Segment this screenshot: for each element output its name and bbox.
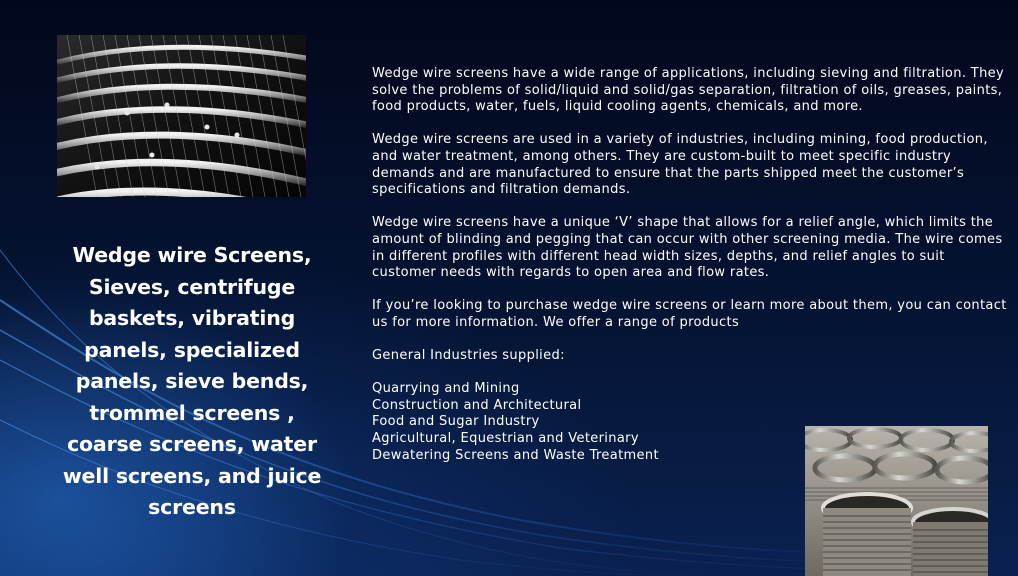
headline: Wedge wire Screens, Sieves, centrifuge baskets, vibrating panels, specialized panels, sieve bends, trommel screens , coarse screens, water well screens, and juice screens bbox=[62, 243, 322, 519]
paragraph-industries-used: Wedge wire screens are used in a variety of industries, including mining, food production, and water treatment, among others. They are custom-built to meet specific industry demands and are manufactured to ensure that the parts shipped meet the customer’s specifications and filtration demands. bbox=[372, 132, 988, 198]
list-item: Quarrying and Mining bbox=[372, 381, 520, 397]
list-item: Dewatering Screens and Waste Treatment bbox=[372, 447, 659, 463]
list-item: Agricultural, Equestrian and Veterinary bbox=[372, 431, 639, 447]
paragraph-contact: If you’re looking to purchase wedge wire screens or learn more about them, you can contact us for more information. We offer a range of products bbox=[372, 298, 1007, 330]
list-item: Construction and Architectural bbox=[372, 397, 582, 413]
paragraph-applications: Wedge wire screens have a wide range of applications, including sieving and filtration. They solve the problems of solid/liquid and solid/gas separation, filtration of oils, greases, paints, food products, water, fuels, liquid cooling agents, chemicals, and more. bbox=[372, 66, 1005, 115]
body-text bbox=[372, 66, 1008, 464]
wedge-wire-screen-photo bbox=[57, 35, 306, 197]
list-item: Food and Sugar Industry bbox=[372, 414, 540, 430]
paragraph-v-shape: Wedge wire screens have a unique ‘V’ shape that allows for a relief angle, which limits the amount of blinding and pegging that can occur with other screening media. The wire comes in different profiles with different head width sizes, depths, and relief angles to suit customer needs with regards to open area and flow rates. bbox=[372, 215, 1003, 281]
cylindrical-screens-photo bbox=[805, 426, 988, 576]
industries-heading: General Industries supplied: bbox=[372, 348, 565, 364]
